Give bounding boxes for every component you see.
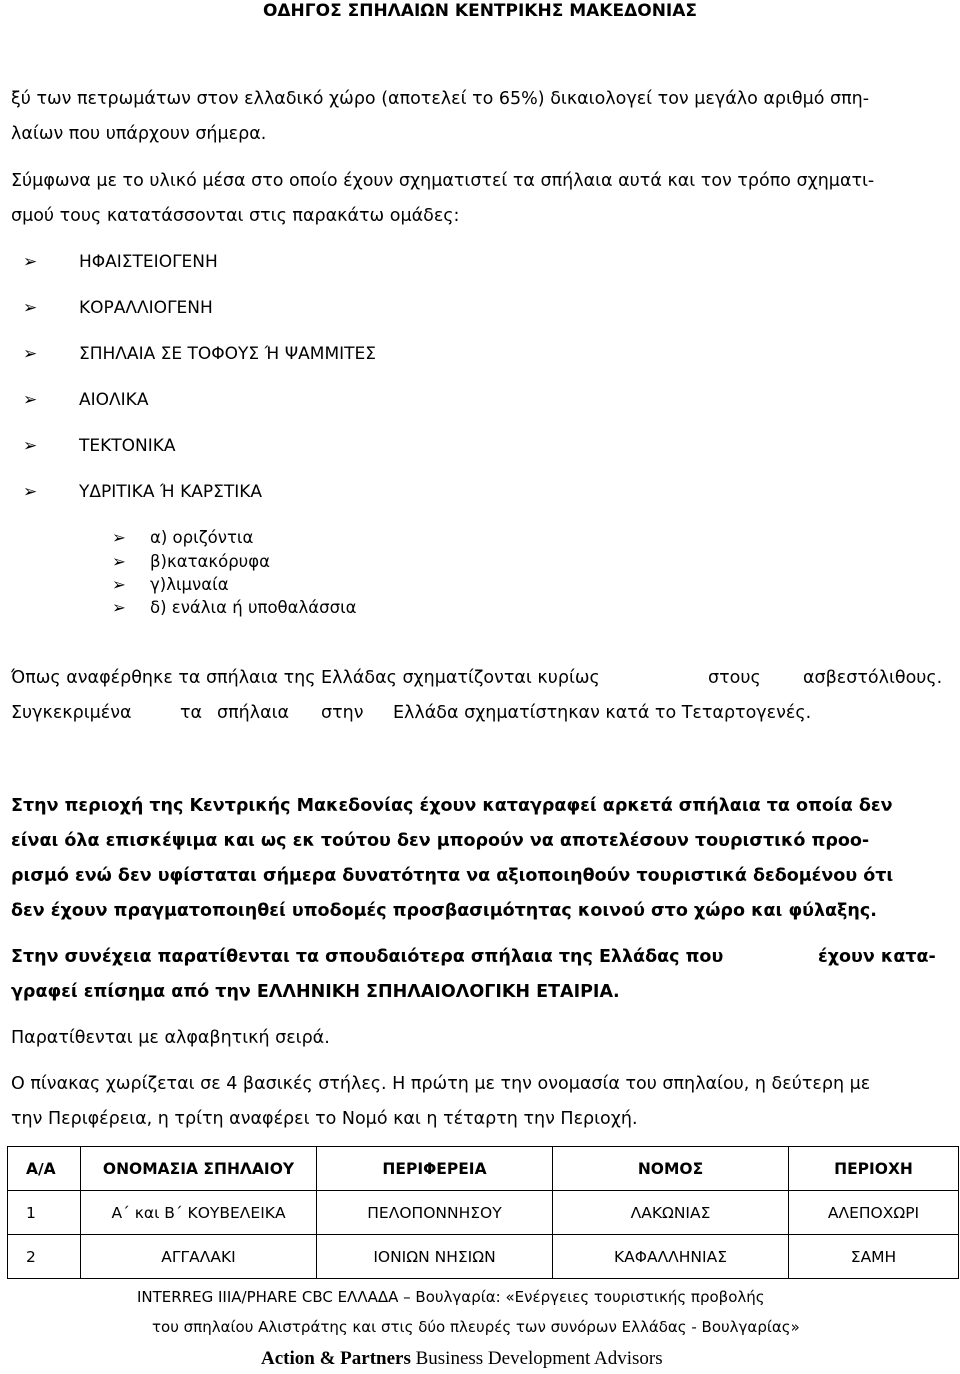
limestone-text: Συγκεκριμένα xyxy=(11,703,132,723)
column-header: ΝΟΜΟΣ xyxy=(553,1147,789,1191)
arrow-bullet-icon: ➢ xyxy=(112,528,126,547)
group-list-item: ➢ ΑΙΟΛΙΚΑ xyxy=(23,390,149,410)
arrow-bullet-icon: ➢ xyxy=(23,390,38,410)
table-cell: ΑΓΓΑΛΑΚΙ xyxy=(81,1235,317,1279)
caves-paragraph-line: δεν έχουν πραγματοποιηθεί υποδομές προσβασιμότητας κοινού στο χώρο και φύλαξης. xyxy=(11,901,877,921)
table-cell: ΙΟΝΙΩΝ ΝΗΣΙΩΝ xyxy=(317,1235,553,1279)
footer-program-line: του σπηλαίου Αλιστράτης και στις δύο πλευρές των συνόρων Ελλάδας - Βουλγαρίας» xyxy=(152,1318,800,1336)
limestone-text: τα xyxy=(180,703,203,723)
table-cell: ΚΑΦΑΛΛΗΝΙΑΣ xyxy=(553,1235,789,1279)
caves-paragraph-line: Στην περιοχή της Κεντρικής Μακεδονίας έχουν καταγραφεί αρκετά σπήλαια τα οποία δεν xyxy=(11,796,893,816)
arrow-bullet-icon: ➢ xyxy=(23,252,38,272)
group-list-item: ➢ ΗΦΑΙΣΤΕΙΟΓΕΝΗ xyxy=(23,252,218,272)
footer-company xyxy=(261,1348,663,1370)
company-tagline: Business Development Advisors xyxy=(415,1348,663,1369)
subgroup-list-item: ➢ δ) ενάλια ή υποθαλάσσια xyxy=(112,598,357,617)
column-header: ΠΕΡΙΦΕΡΕΙΑ xyxy=(317,1147,553,1191)
note-line: την Περιφέρεια, η τρίτη αναφέρει το Νομό και η τέταρτη την Περιοχή. xyxy=(11,1109,638,1129)
arrow-bullet-icon: ➢ xyxy=(112,575,126,594)
limestone-text: σπήλαια xyxy=(217,703,290,723)
arrow-bullet-icon: ➢ xyxy=(112,552,126,571)
note-line: Παρατίθενται με αλφαβητική σειρά. xyxy=(11,1028,330,1048)
footer-program-line: INTERREG IIIA/PHARE CBC ΕΛΛΑΔΑ – Βουλγαρία: «Ενέργειες τουριστικής προβολής xyxy=(137,1288,765,1306)
table-row xyxy=(8,1191,959,1235)
intro-line: λαίων που υπάρχουν σήμερα. xyxy=(11,124,267,144)
group-list-item: ➢ ΤΕΚΤΟΝΙΚΑ xyxy=(23,436,176,456)
arrow-bullet-icon: ➢ xyxy=(23,482,38,502)
intro-line: σμού τους κατατάσσονται στις παρακάτω ομάδες: xyxy=(11,206,460,226)
caves-paragraph-line: έχουν κατα- xyxy=(818,947,936,967)
page-title: ΟΔΗΓΟΣ ΣΠΗΛΑΙΩΝ ΚΕΝΤΡΙΚΗΣ ΜΑΚΕΔΟΝΙΑΣ xyxy=(262,1,698,21)
subgroup-list-item: ➢ β)κατακόρυφα xyxy=(112,552,270,571)
arrow-bullet-icon: ➢ xyxy=(23,436,38,456)
table-row xyxy=(8,1235,959,1279)
table-cell: ΠΕΛΟΠΟΝΝΗΣΟΥ xyxy=(317,1191,553,1235)
group-list-item: ➢ ΚΟΡΑΛΛΙΟΓΕΝΗ xyxy=(23,298,213,318)
table-cell: ΛΑΚΩΝΙΑΣ xyxy=(553,1191,789,1235)
arrow-bullet-icon: ➢ xyxy=(23,344,38,364)
caves-paragraph-line: είναι όλα επισκέψιμα και ως εκ τούτου δεν μπορούν να αποτελέσουν τουριστικό προο- xyxy=(11,831,870,851)
arrow-bullet-icon: ➢ xyxy=(23,298,38,318)
table-cell: ΣΑΜΗ xyxy=(789,1235,959,1279)
intro-line: ξύ των πετρωμάτων στον ελλαδικό χώρο (αποτελεί το 65%) δικαιολογεί τον μεγάλο αριθμό σπη- xyxy=(11,89,870,109)
intro-line: Σύμφωνα με το υλικό μέσα στο οποίο έχουν σχηματιστεί τα σπήλαια αυτά και τον τρόπο σχηματι- xyxy=(11,171,875,191)
table-header-row xyxy=(8,1147,959,1191)
subgroup-list-item: ➢ α) οριζόντια xyxy=(112,528,254,547)
group-list-item: ➢ ΥΔΡΙΤΙΚΑ Ή ΚΑΡΣΤΙΚΑ xyxy=(23,482,263,502)
company-name: Action & Partners xyxy=(261,1348,411,1369)
caves-paragraph-line: Στην συνέχεια παρατίθενται τα σπουδαιότερα σπήλαια της Ελλάδας που xyxy=(11,947,724,967)
arrow-bullet-icon: ➢ xyxy=(112,598,126,617)
caves-paragraph-line: γραφεί επίσημα από την ΕΛΛΗΝΙΚΗ ΣΠΗΛΑΙΟΛΟΓΙΚΗ ΕΤΑΙΡΙΑ. xyxy=(11,982,620,1002)
table-cell: 2 xyxy=(8,1235,81,1279)
limestone-text: στην xyxy=(321,703,364,723)
caves-paragraph-line: ρισμό ενώ δεν υφίσταται σήμερα δυνατότητα να αξιοποιηθούν τουριστικά δεδομένου ότι xyxy=(11,866,894,886)
table-cell: ΑΛΕΠΟΧΩΡΙ xyxy=(789,1191,959,1235)
limestone-text: στους xyxy=(708,668,761,688)
limestone-text: ασβεστόλιθους. xyxy=(803,668,943,688)
caves-table xyxy=(7,1146,959,1279)
column-header: Α/Α xyxy=(8,1147,81,1191)
table-cell: 1 xyxy=(8,1191,81,1235)
limestone-text: Ελλάδα σχηματίστηκαν κατά το Τεταρτογενές. xyxy=(393,703,812,723)
note-line: Ο πίνακας χωρίζεται σε 4 βασικές στήλες. Η πρώτη με την ονομασία του σπηλαίου, η δεύτερη με xyxy=(11,1074,871,1094)
limestone-text: Όπως αναφέρθηκε τα σπήλαια της Ελλάδας σχηματίζονται κυρίως xyxy=(11,668,600,688)
column-header: ΠΕΡΙΟΧΗ xyxy=(789,1147,959,1191)
subgroup-list-item: ➢ γ)λιμναία xyxy=(112,575,229,594)
group-list-item: ➢ ΣΠΗΛΑΙΑ ΣΕ ΤΟΦΟΥΣ Ή ΨΑΜΜΙΤΕΣ xyxy=(23,344,376,364)
column-header: ΟΝΟΜΑΣΙΑ ΣΠΗΛΑΙΟΥ xyxy=(81,1147,317,1191)
table-cell: Α΄ και Β΄ ΚΟΥΒΕΛΕΙΚΑ xyxy=(81,1191,317,1235)
